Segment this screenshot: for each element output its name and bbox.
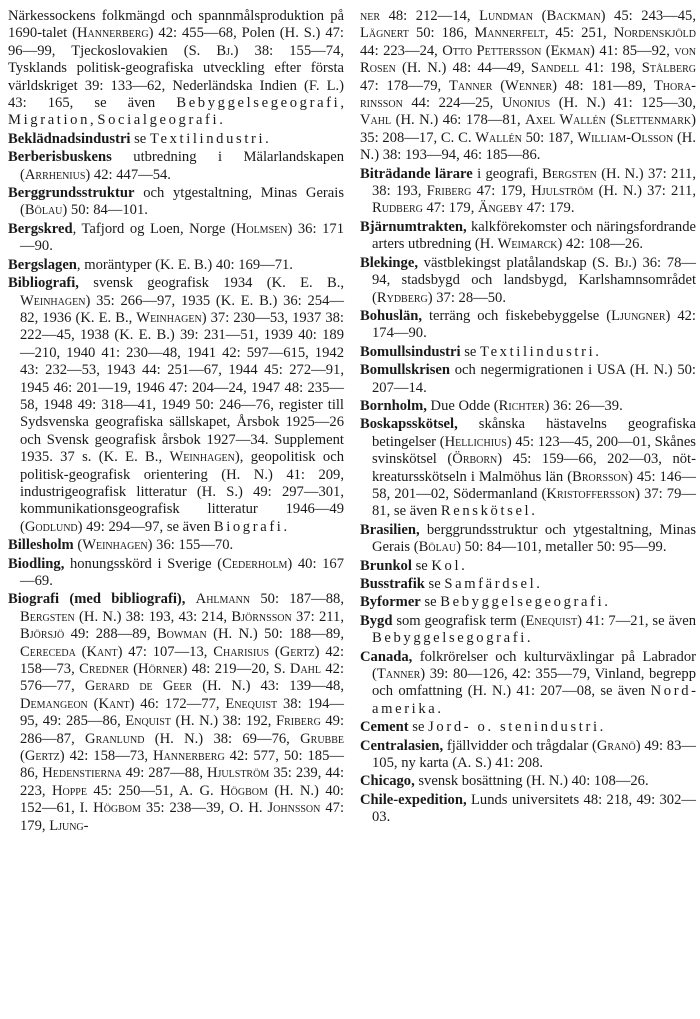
index-entry <box>8 556 344 591</box>
author-name: Charisius (Gertz) <box>213 643 320 660</box>
entry-text <box>185 591 195 607</box>
cross-reference: Bebyggelsegeografi <box>176 95 341 112</box>
author-name: Richter <box>498 397 545 414</box>
author-name: Ängeby <box>478 200 523 217</box>
author-name: Örborn <box>452 451 498 468</box>
entry-text: 47: 107—13, <box>122 643 214 660</box>
index-entry <box>360 576 696 593</box>
entry-text: 48: 212—14, <box>380 8 480 24</box>
entry-headword: Biodling, <box>8 555 65 572</box>
index-entry <box>360 219 696 254</box>
entry-text: 47: 178—79, <box>360 77 450 94</box>
entry-text: 45: 250—51, A. G. <box>86 782 221 799</box>
entry-text: (H. N.) 40: 152—61, I. <box>20 782 344 817</box>
entry-text: fjällvidder och trågdalar ( <box>443 737 597 754</box>
author-name: Cederholm <box>222 555 288 572</box>
entry-headword: Beklädnadsindustri <box>8 130 131 147</box>
author-name: Weinhagen <box>136 309 202 326</box>
cross-reference: Textilindustri <box>480 343 596 360</box>
index-entry <box>360 738 696 773</box>
entry-text: 37: 211, <box>291 608 344 625</box>
index-entry <box>360 255 696 307</box>
entry-text: ) 50: 84—101, metaller 50: 95—99. <box>456 539 667 556</box>
author-name: Unonius <box>501 95 551 112</box>
entry-text: 44: 223—24, <box>360 42 443 59</box>
author-name: Björsjö <box>20 626 65 643</box>
entry-text: . <box>531 503 535 520</box>
entry-headword: Biträdande lärare <box>360 165 473 182</box>
index-entry <box>360 416 696 520</box>
entry-text: ( <box>73 537 83 554</box>
entry-text: svensk geografisk 1934 (K. E. B., <box>78 275 344 292</box>
entry-text: terräng och fiskebebyggelse ( <box>422 307 612 324</box>
entry-text: 47: 179, <box>471 183 532 200</box>
entry-text: utbredning i Mälarlandskapen ( <box>20 149 344 183</box>
author-name: Bj. <box>216 42 234 59</box>
cross-reference: Bebyggelsegografi <box>372 630 527 647</box>
author-name: Weimarck <box>497 236 558 253</box>
entry-text: 42: 158—73, <box>64 748 154 765</box>
entry-headword: Bjärnumtrakten, <box>360 218 467 235</box>
author-name: Tanner <box>376 666 421 683</box>
entry-text: Due Odde ( <box>426 397 499 414</box>
entry-headword: Cement <box>360 719 409 736</box>
entry-text: 48: 219—20, S. <box>187 661 290 678</box>
entry-text: . <box>599 719 604 736</box>
entry-headword: Brunkol <box>360 557 412 574</box>
cross-reference: Samfärdsel <box>444 576 537 592</box>
index-entry <box>8 149 344 184</box>
author-name: Otto Pettersson (Ekman) <box>442 42 595 59</box>
author-name: Mannerfelt <box>474 25 545 42</box>
entry-headword: Busstrafik <box>360 576 425 592</box>
author-name: Granö <box>596 737 636 754</box>
author-name: Granlund <box>85 730 145 747</box>
entry-text: 35: 238—39, O. H. <box>140 800 268 817</box>
entry-text: , Tafjord og Loen, Norge ( <box>72 220 236 237</box>
index-entry <box>360 362 696 397</box>
entry-text: och ytgestaltning, Minas Gerais ( <box>20 185 344 219</box>
entry-text: ) 42: 108—26. <box>557 236 644 253</box>
entry-text: 42: 576—77, <box>20 661 345 695</box>
author-name: Högbom <box>93 800 141 817</box>
entry-text: . <box>283 518 288 535</box>
entry-text: 49: 288—89, <box>64 626 157 643</box>
index-entry <box>8 591 344 835</box>
author-name: Hannerberg <box>153 748 225 765</box>
entry-text: 50: 186, <box>408 25 475 42</box>
author-name: Hellichius <box>444 433 507 450</box>
index-entry <box>360 613 696 648</box>
author-name: Brorsson <box>572 468 628 485</box>
entry-text: 35: 208—17, C. C. <box>360 129 476 146</box>
author-name: Bölau <box>24 202 63 219</box>
entry-text: (H. N.) 37: 211, 38: 193, <box>372 165 696 200</box>
entry-text: honungsskörd i Sverige ( <box>64 555 223 572</box>
entry-text: ) 40: 167—69. <box>20 555 344 589</box>
author-name: Ljungner <box>611 307 666 324</box>
index-entry <box>8 257 344 274</box>
entry-text: 41: 198, <box>579 60 642 77</box>
entry-text: svensk bosättning (H. N.) 40: 108—26. <box>414 773 649 790</box>
cross-reference: Migration <box>8 112 91 129</box>
entry-text: 47: 179, <box>422 200 478 217</box>
author-name: Tanner (Wenner) <box>449 77 558 94</box>
entry-headword: Brasilien, <box>360 521 420 538</box>
author-name: Enquist <box>125 713 171 730</box>
entry-text: ) 45: 159—66, 202—03, nötkreatursskötseln i Malmöhus län ( <box>372 451 696 485</box>
left-column <box>8 8 344 836</box>
entry-text: . <box>265 130 269 147</box>
author-name: Hjulström <box>207 765 270 782</box>
author-name: Dahl <box>289 661 322 678</box>
entry-text: 48: 181—89, <box>557 77 654 94</box>
author-name: William-Olsson <box>577 129 674 146</box>
author-name: Högbom <box>220 782 268 799</box>
author-name: Björnsson <box>231 608 292 625</box>
index-entry <box>360 308 696 343</box>
entry-text: 47: 179. <box>522 200 575 217</box>
author-name: Axel Wallén (Slettenmark) <box>525 112 696 129</box>
entry-text: ) 41: 7—21, se även <box>577 612 696 629</box>
index-entry <box>8 221 344 256</box>
entry-text: (H. N.) 46: 178—81, <box>391 112 526 129</box>
cross-reference: Jord- o. stenindustri <box>428 719 600 736</box>
entry-text: (H. N.) 50: 188—89, <box>206 626 344 643</box>
index-entry <box>360 792 696 827</box>
index-entry-continuation <box>8 8 344 130</box>
entry-text: ) 42: 447—54. <box>85 166 171 183</box>
author-name: Kristoffersson <box>546 485 636 502</box>
author-name: Cereceda (Kant) <box>20 643 123 660</box>
entry-text: ) 37: 230—53, 1937 38: 222—45, 1938 (K. E. B.) 39: 231—51, 1939 40: 189—210, 1940 41: 230—48, 1941 42: 597—615, 1942 43: 232—53, 1943 44: 251—67, 1944 45: 272—91, 1945 46: 201—19, 1946 47: 204—24, 1947 48: 235—58, 1948 49: 318—41, 1949 50: 246—76, register till Sydsvenska geografiska sällskapet, Årsbok 1925—26 och Svensk geografisk årsbok 1927—34. Supplement 1935. 37 s. (K. E. B., <box>20 309 344 466</box>
entry-text: ) 37: 79—81, se även <box>372 485 696 520</box>
author-name: Rudberg <box>372 200 423 217</box>
entry-text: . <box>219 112 223 129</box>
entry-text: , <box>90 112 98 129</box>
entry-headword: Canada, <box>360 648 413 665</box>
entry-headword: Blekinge, <box>360 254 418 271</box>
author-name: Johnsson <box>267 800 321 817</box>
entry-text: ) 36: 171—90. <box>20 220 344 255</box>
index-entry <box>360 398 696 415</box>
entry-text: . <box>595 343 599 360</box>
index-entry <box>8 275 344 536</box>
index-entry <box>360 649 696 719</box>
entry-text: i geografi, <box>472 165 543 182</box>
author-name: Wallén <box>475 129 522 146</box>
entry-text: ) 45: 123—45, 200—01, Skånes svinskötsel ( <box>372 433 696 468</box>
entry-text: ) 50: 84—101. <box>62 202 148 219</box>
author-name: Bergsten <box>20 608 75 625</box>
entry-text: ) 36: 155—70. <box>147 537 234 554</box>
author-name: Hoppe <box>51 782 87 799</box>
author-name: von Rosen <box>360 42 696 77</box>
author-name: Gerard de Geer <box>84 678 193 695</box>
entry-headword: Bomullsindustri <box>360 343 461 360</box>
entry-text: se <box>408 719 429 736</box>
cross-reference: Renskötsel <box>440 503 532 520</box>
entry-text: ) 49: 294—97, se även <box>77 518 214 535</box>
entry-text: , <box>340 95 344 112</box>
entry-headword: Bomullskrisen <box>360 362 451 379</box>
author-name: Credner (Hörner) <box>79 661 188 678</box>
entry-text: 45: 243—45, <box>605 8 696 24</box>
index-entry <box>360 719 696 736</box>
entry-text: (H. N.) 43: 139—48, <box>192 678 344 695</box>
entry-text: och negermigrationen i USA (H. N.) 50: 207—14. <box>372 362 696 396</box>
entry-text: 41: 85—92, <box>594 42 675 59</box>
author-name: Lundman (Backman) <box>479 8 606 24</box>
entry-text: 38: 194—95, 49: 285—86, <box>20 695 344 730</box>
entry-text: ) 42: 174—90. <box>372 307 696 342</box>
author-name: Demangeon (Kant) <box>20 695 135 712</box>
author-name: Hedenstierna <box>42 765 122 782</box>
entry-text: ) 39: 80—126, 42: 355—79, Vinland, begrepp och omfattning (H. N.) 41: 207—08, se även <box>372 666 696 700</box>
author-name: Nordenskjöld <box>613 25 696 42</box>
author-name: Rydberg <box>376 289 428 306</box>
cross-reference: Kol <box>431 557 462 574</box>
entry-headword: Bornholm, <box>360 397 427 414</box>
author-name: Grubbe (Gertz) <box>20 730 345 765</box>
entry-text: se <box>411 557 432 574</box>
author-name: Friberg <box>276 713 321 730</box>
entry-text: Närkessockens folkmängd och spannmålsproduktion på 1690-talet ( <box>8 8 344 42</box>
entry-text: ) 38: 155—74, Tysklands politisk-geografiska utveckling efter första världskriget 39: 133—62, Nederländska Indien (F. L.) 43: 165, se även <box>8 42 344 112</box>
entry-headword: Chicago, <box>360 773 415 790</box>
entry-headword: Berggrundsstruktur <box>8 185 135 202</box>
index-entry <box>360 558 696 575</box>
entry-text: ) 42: 455—68, Polen (H. S.) 47: 96—99, Tjeckoslovakien (S. <box>8 25 344 59</box>
entry-text: (H. N.) 48: 44—49, <box>395 60 531 77</box>
entry-text: 49: 287—88, <box>121 765 207 782</box>
author-name: Bergsten <box>542 165 597 182</box>
author-name: Godlund <box>24 518 78 535</box>
entry-headword: Boskapsskötsel, <box>360 416 458 433</box>
author-name: Enequist <box>225 695 278 712</box>
entry-text: ) 49: 83—105, ny karta (A. S.) 41: 208. <box>372 737 696 772</box>
entry-text: . <box>437 700 442 717</box>
author-name: Friberg <box>426 183 472 200</box>
entry-text: 35: 239, 44: 223, <box>20 765 345 799</box>
author-name: Bj. <box>614 254 632 271</box>
entry-text: ) 36: 26—39. <box>544 397 623 414</box>
entry-text: , 45: 251, <box>544 25 614 42</box>
cross-reference: Textilindustri <box>149 130 266 147</box>
entry-text: se <box>460 343 481 360</box>
entry-text: . <box>536 576 540 592</box>
author-name: Bölau <box>418 539 457 556</box>
entry-headword: Bergskred <box>8 220 73 237</box>
index-entry-continuation <box>360 8 696 165</box>
entry-text: (H. N.) 38: 192, <box>170 713 276 730</box>
author-name: Thorarinsson <box>360 77 696 112</box>
entry-text: berggrundsstruktur och ytgestaltning, Minas Gerais ( <box>372 521 696 556</box>
author-name: Ljung- <box>49 817 89 834</box>
author-name: ner <box>360 8 380 24</box>
author-name: Hannerberg <box>76 25 149 42</box>
entry-text: ) 45: 146—58, 201—02, Södermanland ( <box>372 468 696 502</box>
index-entry <box>8 185 344 220</box>
entry-text: (H. N.) 41: 125—30, <box>550 95 696 112</box>
entry-text: Lunds universitets 48: 218, 49: 302—03. <box>372 791 696 826</box>
entry-text: 50: 187, <box>521 129 578 146</box>
index-entry <box>360 773 696 790</box>
index-entry <box>360 522 696 557</box>
author-name: Hjulström <box>531 183 594 200</box>
entry-text: ) 37: 28—50. <box>427 289 506 306</box>
index-entry <box>360 344 696 361</box>
index-entry <box>360 594 696 611</box>
entry-headword: Berberisbuskens <box>8 149 112 166</box>
cross-reference: Bebyggelsegeografi <box>440 594 605 611</box>
entry-text: 50: 187—88, <box>250 591 344 608</box>
entry-headword: Chile-expedition, <box>360 791 467 808</box>
entry-text: 49: 286—87, <box>20 713 345 747</box>
author-name: Arrhenius <box>24 166 86 183</box>
entry-text: . <box>461 557 465 574</box>
entry-text: 42: 577, 50: 185—86, <box>20 748 344 782</box>
entry-headword: Bergslagen <box>8 256 77 273</box>
entry-text: ) 35: 266—97, 1935 (K. E. B.) 36: 254—82, 1936 (K. E. B., <box>20 292 344 326</box>
author-name: Lägnert <box>360 25 409 42</box>
author-name: Bowman <box>156 626 207 643</box>
author-name: Ahlmann <box>195 591 251 608</box>
entry-text: folkrörelser och kulturväxlingar på Labrador ( <box>372 648 696 683</box>
index-entry <box>8 537 344 554</box>
entry-text: som geografisk term ( <box>392 612 526 629</box>
entry-text: 42: 158—73, <box>20 643 344 678</box>
entry-text: . <box>604 594 608 611</box>
cross-reference: Socialgeografi <box>97 112 220 129</box>
entry-text: kalkförekomster och näringsfordrande arters utbredning (H. <box>372 218 696 253</box>
entry-text: 44: 224—25, <box>402 95 502 112</box>
entry-text: 47: 179, <box>20 800 344 834</box>
entry-headword: Centralasien, <box>360 737 444 754</box>
index-entry <box>360 166 696 218</box>
entry-headword: Bygd <box>360 612 393 629</box>
entry-headword: Byformer <box>360 594 421 611</box>
cross-reference: Nordamerika <box>372 683 696 717</box>
entry-text: se <box>130 130 150 147</box>
entry-text: (H. N.) 38: 193—94, 46: 185—86. <box>360 129 696 164</box>
right-column <box>360 8 696 828</box>
author-name: Sandell <box>530 60 580 77</box>
author-name: Weinhagen <box>82 537 148 554</box>
entry-text: (H. N.) 38: 69—76, <box>144 730 301 747</box>
entry-text: . <box>526 630 531 647</box>
entry-text: ) 36: 78—94, stadsbygd och landsbygd, Karlshamnsområdet ( <box>372 254 696 306</box>
entry-text: ), geopolitisk och politisk-geografisk orientering (H. N.) 41: 209, industrigeografisk litteratur (H. S.) 49: 297—301, kommunikationsgeografisk litteratur 1946—49 ( <box>20 449 344 535</box>
entry-text: , moräntyper (K. E. B.) 40: 169—71. <box>76 256 293 273</box>
author-name: Weinhagen <box>20 292 86 309</box>
entry-text: skånska hästavelns geografiska betingelser ( <box>372 416 696 450</box>
author-name: Weinhagen <box>169 449 235 466</box>
author-name: Vahl <box>360 112 392 129</box>
entry-text: västblekingst platålandskap (S. <box>417 254 615 271</box>
entry-text: (H. N.) 38: 193, 43: 214, <box>74 608 232 625</box>
entry-text: 46: 172—77, <box>134 695 226 712</box>
entry-headword: Billesholm <box>8 537 74 554</box>
cross-reference: Biografi <box>213 518 284 535</box>
index-entry <box>8 131 344 148</box>
entry-headword: Biografi (med bibliografi), <box>8 591 186 608</box>
entry-text: (H. N.) 37: 211, <box>593 183 697 200</box>
entry-headword: Bohuslän, <box>360 307 423 324</box>
entry-headword: Bibliografi, <box>8 275 79 292</box>
entry-text: se <box>420 594 441 611</box>
entry-text: se <box>424 576 445 592</box>
author-name: Stålberg <box>641 60 696 77</box>
author-name: Enequist <box>525 612 578 629</box>
author-name: Holmsen <box>235 220 288 237</box>
